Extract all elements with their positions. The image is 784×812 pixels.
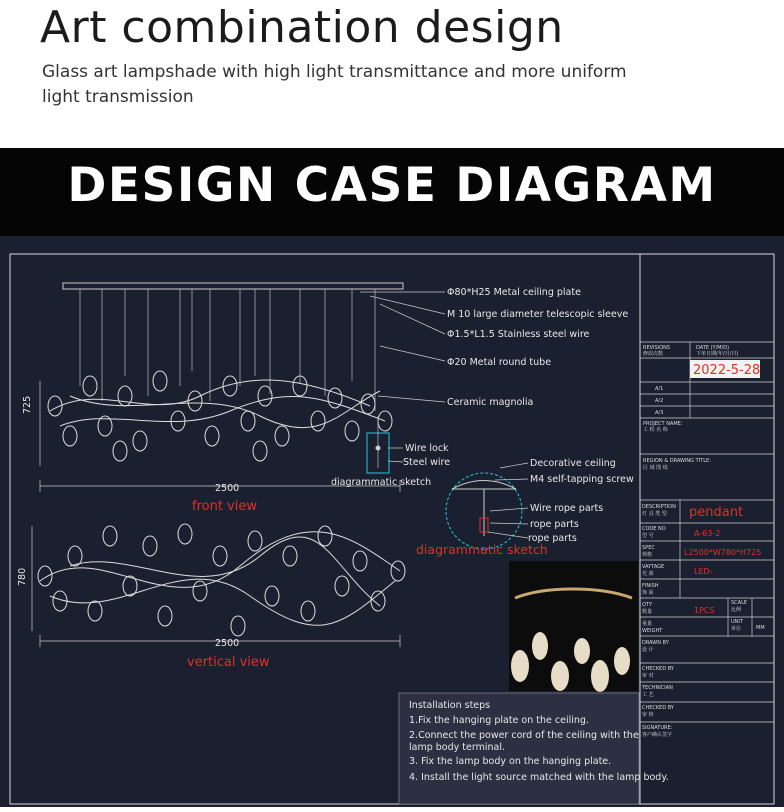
unit-label: UNIT	[731, 619, 743, 625]
installation-step-4: 4. Install the light source matched with the lamp body.	[409, 772, 669, 783]
code-value: A-63-2	[694, 529, 721, 538]
voltage-value: LED-	[694, 567, 713, 576]
installation-step-3: 3. Fix the lamp body on the hanging plate.	[409, 756, 612, 767]
finish-cn: 饰 面	[642, 590, 654, 596]
callout-wire-rope-parts: Wire rope parts	[530, 503, 604, 514]
spec-value: L2500*W780*H725	[684, 548, 762, 557]
drawn-label: DRAWN BY	[642, 640, 669, 646]
callout-decorative-ceiling: Decorative ceiling	[530, 458, 616, 469]
date-value: 2022-5-28	[693, 363, 761, 378]
spec-label: SPEC	[642, 545, 655, 551]
vertical-view-caption: vertical view	[187, 655, 270, 670]
callout-self-tapping-screw: M4 self-tapping screw	[530, 474, 634, 485]
drawn-cn: 设 计	[642, 647, 654, 653]
checked2-label: CHECKED BY	[642, 705, 674, 711]
rev-row-1: A/1	[655, 386, 664, 392]
revisions-cn: 修改次数	[643, 351, 664, 357]
page-title: Art combination design	[40, 2, 564, 53]
installation-title: Installation steps	[409, 700, 491, 711]
callout-wire-lock: Wire lock	[405, 443, 449, 454]
callout-rope-parts-1: rope parts	[530, 519, 579, 530]
vertical-width-dim: 2500	[215, 638, 240, 649]
finish-label: FINISH	[642, 583, 659, 589]
detail-caption: diagrammatic sketch	[416, 542, 548, 557]
revisions-label: REVISIONS	[643, 345, 671, 351]
rev-row-2: A/2	[655, 398, 664, 404]
unit-cn: 单位	[731, 626, 742, 632]
ceiling-detail-drawing	[446, 473, 522, 549]
signature-label: SIGNATURE:	[642, 725, 673, 731]
checked2-cn: 审 核	[642, 712, 654, 718]
page-subtitle: Glass art lampshade with high light transmittance and more uniform light transmission	[42, 62, 627, 107]
qty-cn: 数量	[642, 609, 653, 615]
date-cn: 下单日期(年/月/日)	[696, 351, 739, 357]
description-value: pendant	[689, 505, 744, 520]
callout-steel-wire-detail: Steel wire	[403, 457, 451, 468]
product-photo	[509, 561, 638, 692]
weight-cn: 重量	[642, 621, 653, 627]
signature-cn: 客户确认签字	[642, 732, 673, 738]
technician-cn: 工 艺	[642, 692, 654, 698]
callout-steel-wire: Φ1.5*L1.5 Stainless steel wire	[447, 329, 590, 340]
vertical-view-drawing	[17, 524, 405, 670]
qty-value: 1PCS	[694, 606, 715, 615]
voltage-label: VAYTAGE	[642, 564, 665, 570]
scale-cn: 比例	[731, 607, 742, 613]
callout-telescopic-sleeve: M 10 large diameter telescopic sleeve	[447, 309, 629, 320]
technical-drawing	[0, 236, 784, 807]
scale-label: SCALE	[731, 600, 748, 606]
front-height-dim: 725	[22, 395, 33, 414]
vertical-height-dim: 780	[17, 567, 28, 586]
banner-title: DESIGN CASE DIAGRAM	[67, 158, 717, 213]
region-cn: 区 域 图 纸	[643, 465, 668, 471]
technician-label: TECHNICIAN	[642, 685, 673, 691]
front-width-dim: 2500	[215, 483, 240, 494]
drawing-panel	[0, 236, 784, 807]
project-label: PROJECT NAME:	[643, 421, 683, 427]
unit-value: MM	[756, 625, 765, 631]
installation-step-2-cont: lamp body terminal.	[409, 742, 505, 753]
ceiling-rail	[63, 283, 403, 289]
spec-cn: 规格	[642, 552, 653, 558]
callout-diagrammatic-sketch: diagrammatic sketch	[331, 477, 432, 488]
voltage-cn: 光 源	[642, 571, 654, 577]
description-cn: 灯 具 类 型	[642, 511, 667, 517]
callout-ceramic-magnolia: Ceramic magnolia	[447, 397, 534, 408]
installation-step-1: 1.Fix the hanging plate on the ceiling.	[409, 715, 589, 726]
installation-step-2: 2.Connect the power cord of the ceiling with the	[409, 730, 639, 741]
region-label: REGION & DRAWING TITLE:	[643, 458, 711, 464]
qty-label: QTY	[642, 602, 653, 608]
checked-cn: 审 对	[642, 673, 654, 679]
description-label: DESCRIPTION	[642, 504, 676, 510]
header-section	[0, 0, 784, 148]
callout-ceiling-plate: Φ80*H25 Metal ceiling plate	[447, 287, 581, 298]
callout-round-tube: Φ20 Metal round tube	[447, 357, 552, 368]
weight-label: WEIGHT	[642, 628, 663, 634]
code-label: CODE NO	[642, 526, 666, 532]
date-label: DATE (Y/M/D)	[696, 345, 730, 351]
callout-rope-parts-2: rope parts	[528, 533, 577, 544]
code-cn: 型 号	[642, 533, 654, 539]
rev-row-3: A/3	[655, 410, 664, 416]
project-cn: 工 程 名 称	[643, 427, 668, 433]
front-view-caption: front view	[192, 499, 257, 514]
checked-label: CHECKED BY	[642, 666, 674, 672]
